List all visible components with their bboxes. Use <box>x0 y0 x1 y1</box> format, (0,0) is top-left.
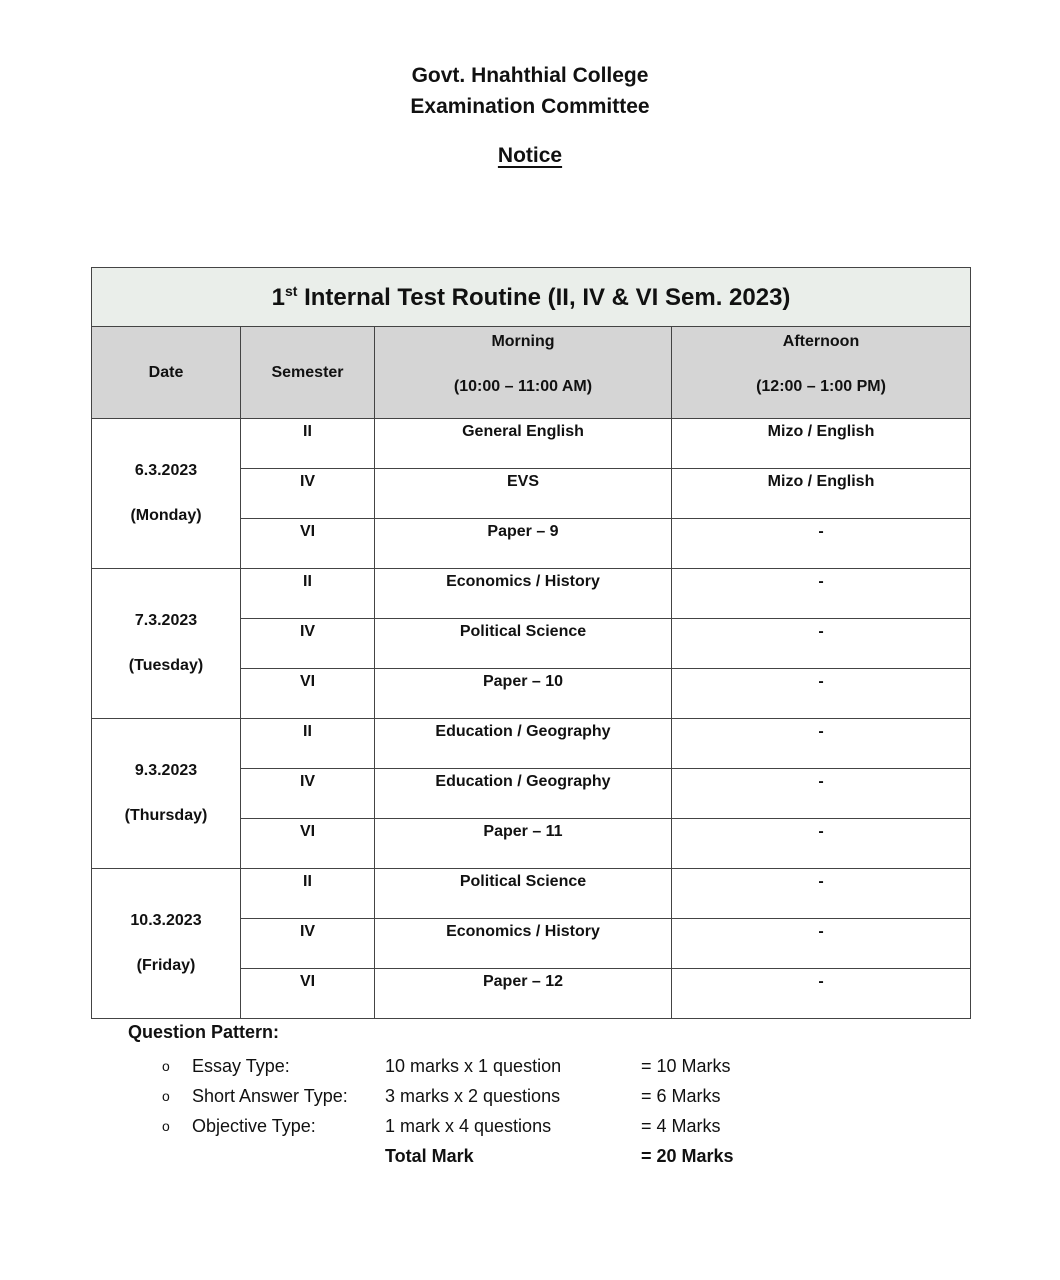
question-type: Short Answer Type: <box>192 1085 348 1106</box>
col-semester: Semester <box>241 327 375 419</box>
afternoon-paper-cell: - <box>672 869 971 919</box>
morning-paper-cell: General English <box>375 419 672 469</box>
routine-title-text: Internal Test Routine (II, IV & VI Sem. 2023) <box>297 283 791 311</box>
afternoon-paper-cell: - <box>672 619 971 669</box>
routine-title-ordinal: 1 <box>271 283 285 311</box>
morning-paper-cell: Paper – 11 <box>375 819 672 869</box>
afternoon-paper-cell: Mizo / English <box>672 419 971 469</box>
date-cell <box>92 569 241 719</box>
table-row <box>92 869 971 919</box>
morning-paper-cell: Paper – 12 <box>375 969 672 1019</box>
date-cell <box>92 719 241 869</box>
afternoon-paper-cell: - <box>672 519 971 569</box>
col-afternoon-label: Afternoon <box>782 333 860 350</box>
table-row <box>92 569 971 619</box>
semester-cell: II <box>241 569 375 619</box>
semester-cell: IV <box>241 619 375 669</box>
afternoon-paper-cell: - <box>672 819 971 869</box>
col-date: Date <box>92 327 241 419</box>
total-value: = 20 Marks <box>641 1145 734 1166</box>
col-afternoon <box>672 327 971 419</box>
weekday-value: (Tuesday) <box>128 657 204 674</box>
semester-cell: IV <box>241 769 375 819</box>
semester-cell: II <box>241 869 375 919</box>
marks-calc: 10 marks x 1 question <box>385 1055 562 1076</box>
routine-title <box>92 268 971 327</box>
afternoon-paper-cell: - <box>672 919 971 969</box>
afternoon-paper-cell: - <box>672 569 971 619</box>
marks-result: = 10 Marks <box>641 1055 731 1076</box>
afternoon-paper-cell: - <box>672 969 971 1019</box>
question-pattern <box>128 1022 781 1171</box>
notice-title: Notice <box>497 144 563 167</box>
weekday-value: (Monday) <box>130 507 202 524</box>
marks-result: = 4 Marks <box>641 1115 721 1136</box>
semester-cell: IV <box>241 919 375 969</box>
morning-paper-cell: Education / Geography <box>375 769 672 819</box>
afternoon-paper-cell: - <box>672 719 971 769</box>
afternoon-paper-cell: Mizo / English <box>672 469 971 519</box>
morning-paper-cell: Economics / History <box>375 919 672 969</box>
semester-cell: II <box>241 719 375 769</box>
col-afternoon-time: (12:00 – 1:00 PM) <box>756 378 886 395</box>
table-row <box>92 419 971 469</box>
routine-title-sup: st <box>284 282 298 299</box>
notice-header <box>0 60 1060 168</box>
bullet-icon: o <box>162 1118 170 1134</box>
question-type: Objective Type: <box>192 1115 316 1136</box>
date-cell <box>92 869 241 1019</box>
college-name: Govt. Hnahthial College <box>411 64 649 87</box>
morning-paper-cell: Political Science <box>375 869 672 919</box>
morning-paper-cell: Education / Geography <box>375 719 672 769</box>
morning-paper-cell: Economics / History <box>375 569 672 619</box>
weekday-value: (Thursday) <box>124 807 208 824</box>
date-value: 10.3.2023 <box>130 912 202 929</box>
morning-paper-cell: Political Science <box>375 619 672 669</box>
list-item <box>128 1081 781 1111</box>
semester-cell: VI <box>241 819 375 869</box>
bullet-icon: o <box>162 1088 170 1104</box>
date-value: 9.3.2023 <box>134 762 198 779</box>
col-morning-time: (10:00 – 11:00 AM) <box>453 378 593 395</box>
morning-paper-cell: Paper – 10 <box>375 669 672 719</box>
semester-cell: VI <box>241 669 375 719</box>
morning-paper-cell: Paper – 9 <box>375 519 672 569</box>
col-morning-label: Morning <box>491 333 555 350</box>
date-value: 7.3.2023 <box>134 612 198 629</box>
list-item <box>128 1111 781 1141</box>
semester-cell: VI <box>241 969 375 1019</box>
question-pattern-title: Question Pattern: <box>128 1022 280 1042</box>
col-morning <box>375 327 672 419</box>
semester-cell: II <box>241 419 375 469</box>
marks-calc: 3 marks x 2 questions <box>385 1085 561 1106</box>
bullet-icon: o <box>162 1058 170 1074</box>
table-row <box>92 719 971 769</box>
list-item <box>128 1051 781 1081</box>
afternoon-paper-cell: - <box>672 669 971 719</box>
afternoon-paper-cell: - <box>672 769 971 819</box>
question-pattern-total <box>128 1141 781 1171</box>
marks-result: = 6 Marks <box>641 1085 721 1106</box>
semester-cell: VI <box>241 519 375 569</box>
morning-paper-cell: EVS <box>375 469 672 519</box>
semester-cell: IV <box>241 469 375 519</box>
committee-name: Examination Committee <box>410 95 650 118</box>
date-value: 6.3.2023 <box>134 462 198 479</box>
routine-table <box>91 267 971 1019</box>
date-cell <box>92 419 241 569</box>
weekday-value: (Friday) <box>136 957 196 974</box>
total-label: Total Mark <box>385 1145 474 1166</box>
question-type: Essay Type: <box>192 1055 290 1076</box>
marks-calc: 1 mark x 4 questions <box>385 1115 552 1136</box>
